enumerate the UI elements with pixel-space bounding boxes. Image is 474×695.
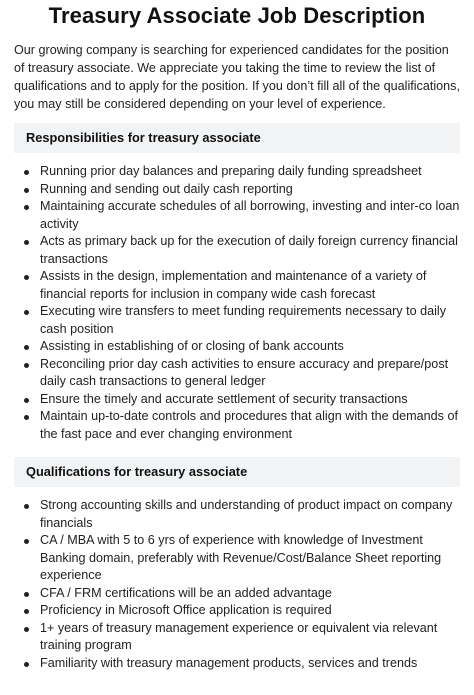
list-item <box>14 338 460 356</box>
list-item-text: CFA / FRM certifications will be an added advantage <box>40 585 332 600</box>
list-item-text: Maintain up-to-date controls and procedures that align with the demands of the fast pace and ever changing environment <box>40 409 458 441</box>
bullet-icon <box>24 188 29 193</box>
bullet-icon <box>24 662 29 667</box>
list-item-text: Strong accounting skills and understanding of product impact on company financials <box>40 498 453 530</box>
intro-paragraph: Our growing company is searching for experienced candidates for the position of treasury associate. We appreciate you taking the time to review the list of qualifications and to apply for the position. If you don’t fill all of the qualifications, you may still be considered depending on your level of experience. <box>14 43 460 111</box>
list-item-text: Running and sending out daily cash reporting <box>40 181 293 196</box>
responsibilities-list <box>14 163 460 443</box>
list-item-text: Familiarity with treasury management products, services and trends <box>40 655 418 670</box>
list-item-text: Proficiency in Microsoft Office application is required <box>40 603 332 617</box>
responsibilities-heading: Responsibilities for treasury associate <box>14 123 460 153</box>
list-item <box>14 268 460 303</box>
list-item-text: Acts as primary back up for the execution of daily foreign currency financial transactions <box>40 234 458 266</box>
list-item-text: Reconciling prior day cash activities to ensure accuracy and prepare/post daily cash transactions to general ledger <box>40 356 449 388</box>
list-item <box>14 233 460 268</box>
bullet-icon <box>24 415 29 420</box>
list-item-text: Ensure the timely and accurate settlement of security transactions <box>40 391 408 406</box>
bullet-icon <box>24 609 29 614</box>
list-item <box>14 602 460 620</box>
list-item <box>14 391 460 409</box>
bullet-icon <box>24 240 29 245</box>
list-item <box>14 356 460 391</box>
list-item <box>14 655 460 673</box>
list-item-text: 1+ years of treasury management experience or equivalent via relevant training program <box>40 620 438 652</box>
list-item-text: Maintaining accurate schedules of all borrowing, investing and inter-co loan activity <box>40 199 460 231</box>
list-item <box>14 181 460 199</box>
section-spacer <box>14 443 460 457</box>
qualifications-list <box>14 497 460 672</box>
bullet-icon <box>24 345 29 350</box>
list-item <box>14 532 460 585</box>
bullet-icon <box>24 398 29 403</box>
list-item <box>14 303 460 338</box>
bullet-icon <box>24 205 29 210</box>
bullet-icon <box>24 504 29 509</box>
list-item-text: Running prior day balances and preparing daily funding spreadsheet <box>40 164 422 178</box>
list-item-text: Executing wire transfers to meet funding requirements necessary to daily cash position <box>40 304 446 336</box>
bullet-icon <box>24 310 29 315</box>
list-item-text: CA / MBA with 5 to 6 yrs of experience with knowledge of Investment Banking domain, preferably with Revenue/Cost/Balance Sheet reporting experience <box>40 533 442 582</box>
bullet-icon <box>24 170 29 175</box>
bullet-icon <box>24 275 29 280</box>
list-item <box>14 163 460 181</box>
list-item <box>14 620 460 655</box>
list-item <box>14 585 460 603</box>
list-item <box>14 497 460 532</box>
bullet-icon <box>24 539 29 544</box>
list-item <box>14 408 460 443</box>
bullet-icon <box>24 363 29 368</box>
qualifications-heading: Qualifications for treasury associate <box>14 457 460 487</box>
bullet-icon <box>24 627 29 632</box>
bullet-icon <box>24 592 29 597</box>
page-title: Treasury Associate Job Description <box>48 3 426 28</box>
list-item <box>14 198 460 233</box>
list-item-text: Assisting in establishing of or closing of bank accounts <box>40 339 344 353</box>
list-item-text: Assists in the design, implementation and maintenance of a variety of financial reports for inclusion in company wide cash forecast <box>40 269 427 301</box>
